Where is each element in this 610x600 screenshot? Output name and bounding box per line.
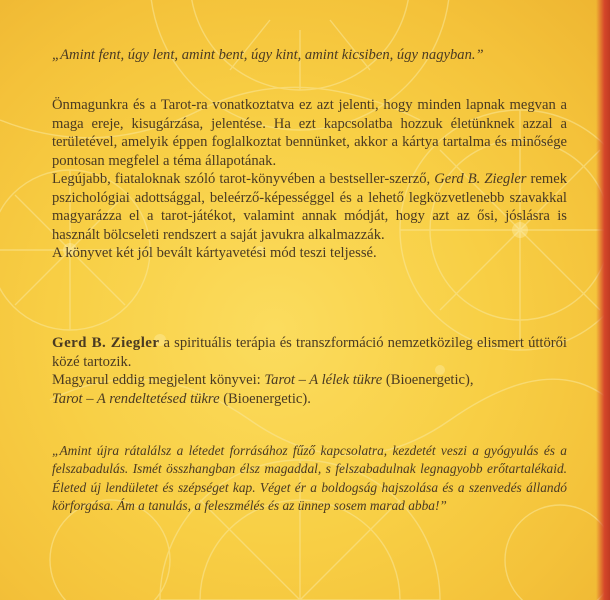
opening-motto	[52, 46, 567, 65]
closing-quote	[52, 442, 567, 516]
book2-publisher: (Bioenergetic).	[219, 390, 311, 407]
author-intro	[52, 334, 567, 371]
book2-title: Tarot – A rendeltetésed tükre	[52, 390, 220, 407]
quote-text: „Amint újra rátalálsz a létedet forrásához fűző kapcsolatra, kezdetét veszi a gyógyulás és a felszabadulás. Ismét összhangban élsz magaddal, s felszabadulnak legnagyobb erőtartalékaid. Életed új lendületet és szépséget kap. Véget ér a boldogság hajszolása és a szenvedés állandó körforgása. Ám a tanulás, a feleszmélés és az ünnep sosem marad abba!”	[52, 443, 567, 514]
right-red-edge	[596, 0, 610, 600]
motto-text: „Amint fent, úgy lent, amint bent, úgy kint, amint kicsiben, úgy nagyban.”	[52, 47, 484, 63]
books-intro: Magyarul eddig megjelent könyvei:	[52, 372, 265, 388]
author-name-inline: Gerd B. Ziegler	[434, 171, 527, 187]
author-desc: a spirituális terápia és transzformáció nemzetközileg elismert úttörői közé tartozik.	[52, 335, 567, 370]
book1-title: Tarot – A lélek tükre	[264, 372, 383, 388]
p2-end: remek pszichológiai adottsággal, beleérző-képességgel és a lehető legközvetlenebb szavakkal magyarázza el a tarot-játékot, valamint annak módját, hogy azt az ősi, jóslásra is használt bölcseleti rendszert a saját javukra alkalmazzák.	[52, 171, 568, 243]
author-bio	[52, 334, 567, 408]
description-paragraph-1: Önmagunkra és a Tarot-ra vonatkoztatva ez azt jelenti, hogy minden lapnak megvan a maga ereje, kisugárzása, jelentése. Ha ezt kapcsolatba hozzuk életünknek azzal a területével, amelyik éppen foglalkoztat bennünket, akkor a kártya tartalma és minősége pontosan megfelel a téma állapotának.	[52, 97, 567, 169]
description-paragraph-3: A könyvet két jól bevált kártyavetési mód teszi teljessé.	[52, 245, 377, 261]
author-books	[52, 371, 567, 408]
book1-publisher: (Bioenergetic),	[382, 372, 474, 388]
p2-start: Legújabb, fiataloknak szóló tarot-könyvében a bestseller-szerző,	[52, 171, 435, 187]
description-paragraph-2	[52, 170, 567, 244]
book-description	[52, 96, 567, 263]
author-name: Gerd B. Ziegler	[52, 335, 160, 351]
